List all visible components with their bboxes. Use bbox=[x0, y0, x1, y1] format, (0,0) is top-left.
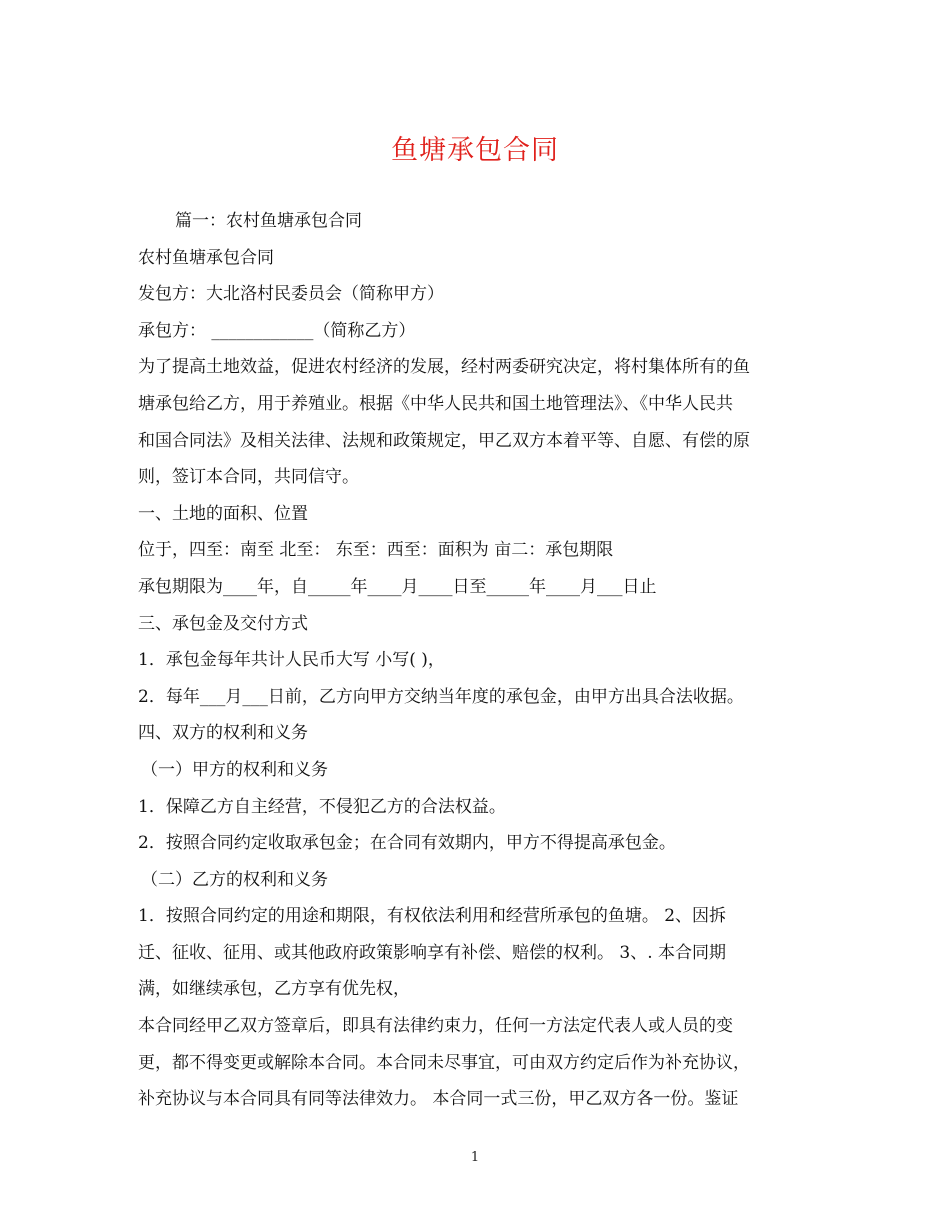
section-heading: 篇一：农村鱼塘承包合同 bbox=[175, 211, 362, 231]
paragraph-line: 迁、征收、征用、或其他政府政策影响享有补偿、赔偿的权利。 3、. 本合同期 bbox=[138, 942, 727, 963]
sub-heading: （二）乙方的权利和义务 bbox=[141, 869, 328, 890]
contract-name: 农村鱼塘承包合同 bbox=[138, 247, 274, 268]
party-b-line: 承包方： ____________（简称乙方） bbox=[138, 320, 416, 341]
paragraph-line: 和国合同法》及相关法律、法规和政策规定，甲乙双方本着平等、自愿、有偿的原 bbox=[138, 430, 750, 451]
clause-heading: 三、承包金及交付方式 bbox=[138, 613, 308, 634]
paragraph-line: 为了提高土地效益，促进农村经济的发展，经村两委研究决定，将村集体所有的鱼 bbox=[138, 357, 750, 378]
paragraph-line: 承包期限为____年，自_____年____月____日至_____年____月___日止 bbox=[138, 576, 657, 597]
paragraph-line: 补充协议与本合同具有同等法律效力。 本合同一式三份，甲乙双方各一份。鉴证 bbox=[138, 1089, 739, 1110]
sub-heading: （一）甲方的权利和义务 bbox=[141, 759, 328, 780]
party-a-line: 发包方：大北洛村民委员会（简称甲方） bbox=[138, 284, 444, 305]
list-item: 1．保障乙方自主经营，不侵犯乙方的合法权益。 bbox=[138, 796, 506, 817]
paragraph-line: 则，签订本合同，共同信守。 bbox=[138, 467, 359, 488]
list-item: 1．承包金每年共计人民币大写 小写( )， bbox=[138, 650, 445, 671]
document-title: 鱼塘承包合同 bbox=[391, 135, 559, 166]
paragraph-line: 更，都不得变更或解除本合同。本合同未尽事宜，可由双方约定后作为补充协议， bbox=[138, 1052, 750, 1073]
document-body bbox=[138, 203, 818, 1118]
paragraph-line: 位于，四至：南至 北至： 东至：西至：面积为 亩二：承包期限 bbox=[138, 540, 614, 561]
clause-heading: 四、双方的权利和义务 bbox=[138, 723, 308, 744]
paragraph-line: 满，如继续承包，乙方享有优先权， bbox=[138, 979, 410, 1000]
list-item: 1．按照合同约定的用途和期限，有权依法利用和经营所承包的鱼塘。 2、因拆 bbox=[138, 906, 727, 927]
paragraph-line: 本合同经甲乙双方签章后，即具有法律约束力，任何一方法定代表人或人员的变 bbox=[138, 1016, 733, 1037]
paragraph-line: 塘承包给乙方，用于养殖业。根据《中华人民共和国土地管理法》、《中华人民共 bbox=[138, 393, 733, 414]
list-item: 2．按照合同约定收取承包金；在合同有效期内，甲方不得提高承包金。 bbox=[138, 833, 676, 854]
list-item: 2．每年___月___日前，乙方向甲方交纳当年度的承包金，由甲方出具合法收据。 bbox=[138, 686, 744, 707]
clause-heading: 一、土地的面积、位置 bbox=[138, 503, 308, 524]
page-number: 1 bbox=[470, 1150, 480, 1165]
